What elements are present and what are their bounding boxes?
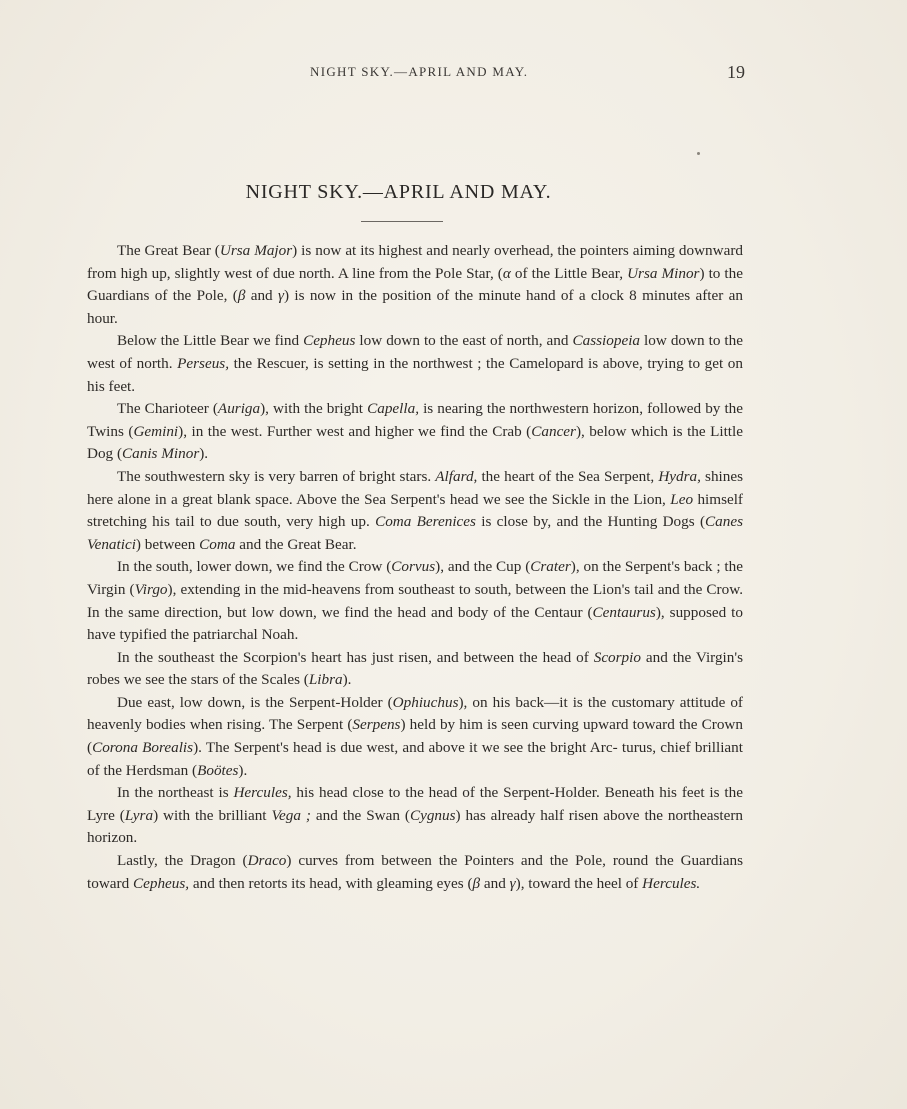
text-run: the Rescuer, is setting in the northwest ; the Camelopard is above, trying to get on his feet.: [87, 354, 743, 395]
italic-run: β: [472, 874, 481, 892]
italic-run: Hydra,: [658, 467, 701, 485]
italic-run: Corvus: [391, 558, 436, 576]
text-run: ) held by him is seen curving upward toward the Crown (: [87, 716, 743, 757]
italic-run: Scorpio: [593, 648, 641, 666]
italic-run: β: [237, 287, 246, 305]
italic-run: Cancer: [531, 422, 576, 440]
text-run: Lastly, the Dragon (: [117, 852, 248, 870]
italic-run: Lyra: [124, 806, 154, 824]
running-head: NIGHT SKY.—APRIL AND MAY.: [310, 64, 529, 79]
page-number: 19: [727, 62, 745, 82]
title-rule: [361, 221, 443, 222]
text-run: and the Swan (: [310, 806, 410, 824]
text-run: ) between: [135, 535, 200, 553]
italic-run: Vega ;: [271, 806, 311, 824]
italic-run: Cepheus: [303, 332, 356, 350]
italic-run: Leo: [670, 490, 694, 508]
text-run: ), supposed to have typified the patriarchal Noah.: [87, 603, 743, 644]
italic-run: Auriga: [217, 400, 261, 418]
text-run: ).: [199, 445, 209, 463]
text-run: Due east, low down, is the Serpent-Holder (: [117, 693, 393, 711]
italic-run: Canes Venatici: [87, 513, 743, 553]
text-run: Below the Little Bear we find: [117, 332, 304, 350]
text-run: the heart of the Sea Serpent,: [477, 467, 659, 485]
text-run: is close by, and the Hunting Dogs (: [475, 513, 706, 531]
text-run: of the Little Bear,: [510, 264, 628, 282]
text-run: ), in the west. Further west and higher we find the Crab (: [178, 422, 532, 440]
text-run: ), toward the heel of: [515, 874, 643, 892]
italic-run: α: [502, 264, 511, 282]
italic-run: Cygnus: [409, 806, 456, 824]
text-run: ) is now in the position of the minute hand of a clock 8 minutes after an hour.: [87, 287, 743, 327]
italic-run: Ophiuchus: [392, 693, 459, 711]
text-run: ), below which is the Little Dog (: [87, 422, 743, 463]
text-run: himself stretching his tail to due south, very high up.: [87, 490, 743, 531]
text-run: ), on his back—it is the customary attitude of heavenly bodies when rising. The Serpent (: [87, 693, 743, 734]
paragraph: [87, 692, 743, 782]
italic-run: Cepheus,: [132, 874, 190, 892]
text-run: is nearing the northwestern horizon, followed by the Twins (: [87, 400, 744, 440]
paragraph: [87, 556, 743, 646]
italic-run: Hercules.: [642, 874, 701, 892]
page-title: [0, 181, 797, 204]
text-run: ), and the Cup (: [435, 558, 531, 576]
paragraph: [87, 782, 743, 850]
italic-run: Hercules,: [233, 784, 292, 802]
text-run: In the south, lower down, we find the Crow (: [117, 558, 392, 576]
paragraph: [87, 330, 743, 398]
text-run: low down to the west of north.: [87, 332, 743, 372]
paragraph: [87, 466, 743, 556]
italic-run: Boötes: [197, 761, 239, 779]
text-run: ) has already half risen above the northeastern horizon.: [87, 806, 743, 847]
italic-run: Canis Minor: [122, 445, 200, 463]
text-run: and: [480, 874, 510, 892]
text-run: The southwestern sky is very barren of bright stars.: [117, 467, 436, 485]
italic-run: Ursa Major: [219, 242, 293, 259]
text-run: his head close to the head of the Serpent-Holder. Beneath his feet is the Lyre (: [87, 784, 743, 824]
text-run: and then retorts its head, with gleaming eyes (: [189, 874, 473, 892]
italic-run: γ: [277, 287, 284, 305]
text-run: ), with the bright: [260, 400, 368, 418]
text-run: ).: [342, 671, 352, 689]
body-text: [87, 240, 743, 895]
text-run: In the northeast is: [117, 784, 234, 802]
text-run: and: [245, 287, 278, 305]
italic-run: Gemini: [133, 422, 179, 440]
italic-run: Centaurus: [592, 603, 656, 621]
text-run: shines here alone in a great blank space. Above the Sea Serpent's head we see the Sickle in the Lion,: [87, 467, 744, 508]
page-title-text: NIGHT SKY.—APRIL AND MAY.: [245, 181, 552, 203]
text-run: ) curves from between the Pointers and the Pole, round the Guardians toward: [87, 852, 743, 892]
paragraph: [87, 240, 743, 330]
italic-run: Coma Berenices: [375, 513, 476, 531]
italic-run: Ursa Minor: [627, 264, 700, 282]
text-run: The Charioteer (: [117, 400, 218, 418]
paragraph: [87, 647, 743, 692]
text-run: The Great Bear (: [117, 242, 220, 259]
paragraph: [87, 398, 743, 466]
text-run: ) is now at its highest and nearly overhead, the pointers aiming downward from high up, slightly west of due north. A line from the Pole Star, (: [87, 242, 743, 282]
italic-run: Cassiopeia: [572, 332, 641, 350]
italic-run: Virgo: [134, 580, 168, 598]
text-run: In the southeast the Scorpion's heart has just risen, and between the head of: [117, 648, 594, 666]
italic-run: Draco: [247, 852, 287, 870]
text-run: ) to the Guardians of the Pole, (: [87, 264, 743, 305]
paragraph: [87, 850, 743, 895]
italic-run: Capella,: [367, 400, 419, 418]
text-run: ), on the Serpent's back ; the Virgin (: [87, 558, 743, 598]
text-run: ) with the brilliant: [153, 806, 272, 824]
text-run: and the Virgin's robes we see the stars of the Scales (: [87, 648, 744, 689]
text-run: low down to the east of north, and: [355, 332, 573, 350]
italic-run: Crater: [530, 558, 571, 576]
italic-run: Perseus,: [177, 354, 229, 372]
italic-run: Libra: [308, 671, 343, 689]
italic-run: Serpens: [352, 716, 401, 734]
text-run: and the Great Bear.: [235, 535, 357, 553]
text-run: ). The Serpent's head is due west, and above it we see the bright Arc- turus, chief brilliant of the Herdsman (: [87, 739, 743, 779]
page-speck: [697, 152, 700, 155]
text-run: ), extending in the mid-heavens from southeast to south, between the Lion's tail and the Crow. In the same direction, but low down, we find the head and body of the Centaur (: [87, 580, 743, 621]
italic-run: Alfard,: [435, 467, 478, 485]
italic-run: γ: [509, 874, 516, 892]
italic-run: Coma: [199, 535, 236, 553]
text-run: ).: [238, 761, 248, 779]
italic-run: Corona Borealis: [92, 739, 194, 757]
